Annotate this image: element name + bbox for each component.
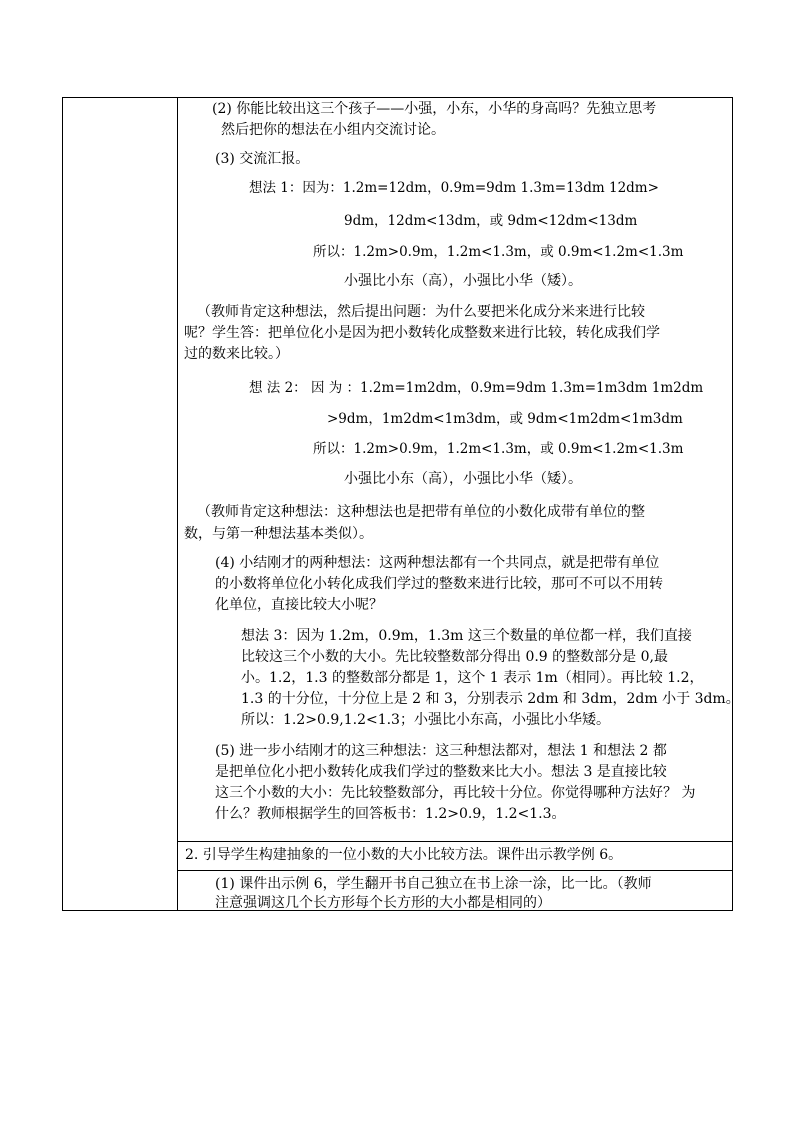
column-divider xyxy=(177,98,178,910)
method-3-line-5: 所以：1.2>0.9,1.2<1.3；小强比小东高，小强比小华矮。 xyxy=(241,712,610,728)
step-4-line-1: (4) 小结刚才的两种想法：这两种想法都有一个共同点，就是把带有单位 xyxy=(215,555,660,571)
teacher-note-1-line-2: 呢？学生答：把单位化小是因为把小数转化成整数来进行比较，转化成我们学 xyxy=(184,325,660,341)
step-2-line-2: 然后把你的想法在小组内交流讨论。 xyxy=(221,122,445,138)
teacher-note-1-line-3: 过的数来比较。） xyxy=(184,346,289,362)
method-2-line-3: 所以：1.2m>0.9m，1.2m<1.3m，或 0.9m<1.2m<1.3m xyxy=(313,441,684,457)
method-3-line-2: 比较这三个小数的大小。先比较整数部分得出 0.9 的整数部分是 0,最 xyxy=(241,649,668,665)
method-2-line-1: 想 法 2： 因 为 ：1.2m=1m2dm，0.9m=9dm 1.3m=1m3dm 1m2dm xyxy=(249,380,704,396)
substep-1-line-1: (1) 课件出示例 6，学生翻开书自己独立在书上涂一涂，比一比。（教师 xyxy=(215,876,652,892)
teacher-note-1-line-1: （教师肯定这种想法，然后提出问题：为什么要把米化成分米来进行比较 xyxy=(197,304,645,320)
method-3-line-3: 小。1.2，1.3 的整数部分都是 1，这个 1 表示 1m（相同）。再比较 1.2， xyxy=(241,670,704,686)
step-5-line-1: (5) 进一步小结刚才的这三种想法：这三种想法都对，想法 1 和想法 2 都 xyxy=(215,743,667,759)
left-cell-empty xyxy=(63,98,177,910)
method-1-line-1: 想法 1：因为：1.2m=12dm，0.9m=9dm 1.3m=13dm 12dm> xyxy=(249,180,659,196)
teacher-note-2-line-2: 数，与第一种想法基本类似）。 xyxy=(184,526,373,542)
method-2-conclusion: 小强比小东（高），小强比小华（矮）。 xyxy=(344,471,582,487)
method-2-line-2: >9dm，1m2dm<1m3dm，或 9dm<1m2dm<1m3dm xyxy=(327,411,683,427)
method-3-line-1: 想法 3：因为 1.2m，0.9m，1.3m 这三个数量的单位都一样，我们直接 xyxy=(241,628,692,644)
method-1-line-2: 9dm，12dm<13dm，或 9dm<12dm<13dm xyxy=(344,213,638,229)
section-2-heading: 2. 引导学生构建抽象的一位小数的大小比较方法。课件出示教学例 6。 xyxy=(185,847,623,863)
step-2-line-1: (2) 你能比较出这三个孩子——小强，小东，小华的身高吗？先独立思考 xyxy=(212,101,657,117)
step-5-line-4: 什么？教师根据学生的回答板书：1.2>0.9，1.2<1.3。 xyxy=(215,806,566,822)
step-5-line-2: 是把单位化小把小数转化成我们学过的整数来比大小。想法 3 是直接比较 xyxy=(215,764,667,780)
method-1-conclusion: 小强比小东（高），小强比小华（矮）。 xyxy=(344,273,582,289)
method-1-line-3: 所以：1.2m>0.9m，1.2m<1.3m，或 0.9m<1.2m<1.3m xyxy=(313,244,684,260)
step-4-line-2: 的小数将单位化小转化成我们学过的整数来进行比较，那可不可以不用转 xyxy=(215,576,663,592)
step-3-title: (3) 交流汇报。 xyxy=(215,151,310,167)
lesson-table xyxy=(62,97,740,911)
step-4-line-3: 化单位，直接比较大小呢？ xyxy=(215,597,383,613)
row-separator xyxy=(177,841,732,842)
step-5-line-3: 这三个小数的大小：先比较整数部分，再比较十分位。你觉得哪种方法好？ 为 xyxy=(215,785,696,801)
teacher-note-2-line-1: （教师肯定这种想法：这种想法也是把带有单位的小数化成带有单位的整 xyxy=(197,504,645,520)
row-separator xyxy=(177,870,732,871)
method-3-line-4: 1.3 的十分位，十分位上是 2 和 3，分别表示 2dm 和 3dm，2dm 小于 3dm。 xyxy=(241,691,740,707)
substep-1-line-2: 注意强调这几个长方形每个长方形的大小都是相同的） xyxy=(215,895,551,911)
